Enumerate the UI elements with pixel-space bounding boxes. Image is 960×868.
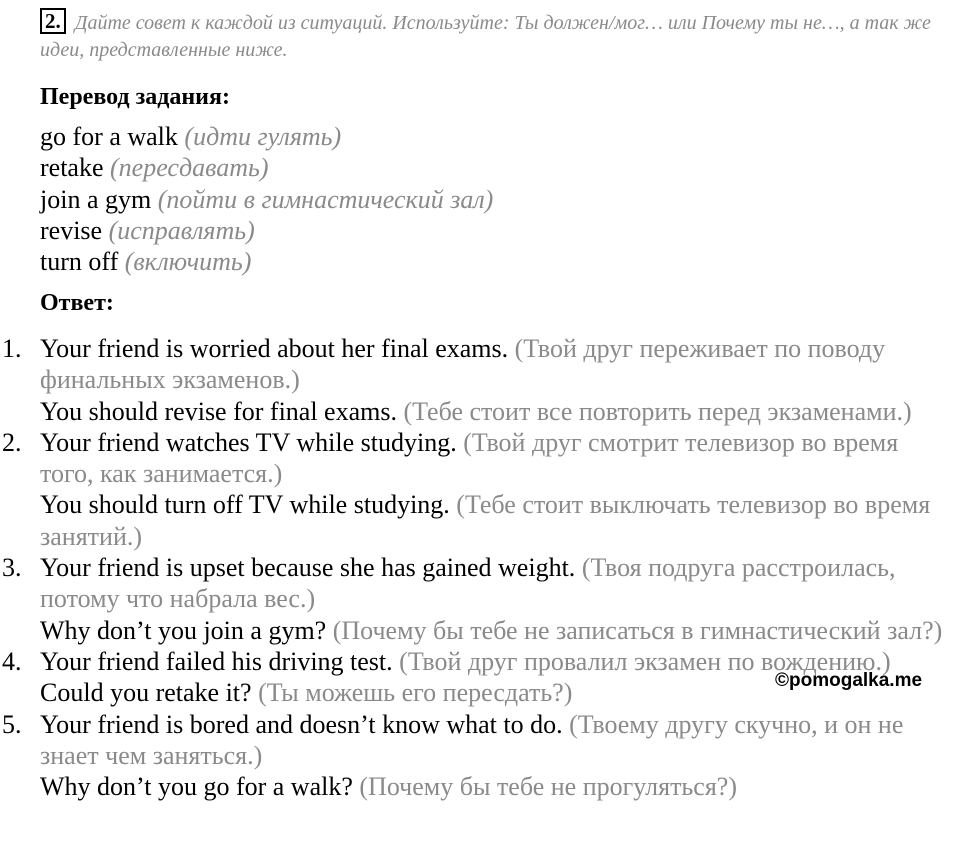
vocab-english: go for a walk [40, 122, 178, 151]
advice-text: Why don’t you go for a walk? [40, 772, 353, 802]
vocab-english: turn off [40, 247, 119, 277]
situation-text: Your friend is worried about her final exams. [40, 334, 509, 363]
advice-translation: (Тебе стоит выключать телевизор во время занятий.) [40, 490, 931, 551]
situation-line [40, 333, 945, 396]
answer-list [2, 333, 945, 802]
advice-translation: (Почему бы тебе не прогуляться?) [359, 772, 737, 802]
advice-line [40, 396, 945, 427]
situation-translation: (Твоя подруга расстроилась, потому что набрала вес.) [40, 553, 896, 614]
translation-heading: Перевод задания: [40, 84, 230, 110]
situation-text: Your friend is bored and doesn’t know what to do. [40, 709, 563, 739]
vocab-translation: (исправлять) [108, 215, 255, 245]
vocabulary-item [40, 184, 920, 215]
situation-translation: (Твоему другу скучно, и он не знает чем заняться.) [40, 709, 904, 770]
advice-translation: (Тебе стоит все повторить перед экзаменами.) [403, 396, 912, 426]
vocabulary-item [40, 246, 920, 277]
answer-number: 2. [2, 427, 22, 457]
vocab-english: revise [40, 215, 103, 245]
task-instruction-text: Дайте совет к каждой из ситуаций. Используйте: Ты должен/мог… или Почему ты не…, а так же идеи, представленные ниже. [40, 12, 931, 61]
advice-text: Why don’t you join a gym? [40, 615, 327, 645]
site-watermark: ©pomogalka.me [775, 670, 923, 691]
answer-item [2, 552, 945, 646]
answer-number: 3. [2, 553, 22, 583]
advice-text: Could you retake it? [40, 678, 252, 708]
vocab-english: retake [40, 153, 104, 183]
advice-translation: (Почему бы тебе не записаться в гимнастический зал?) [332, 615, 943, 645]
vocab-translation: (пойти в гимнастический зал) [157, 184, 494, 214]
advice-text: You should revise for final exams. [40, 396, 397, 426]
vocab-english: join a gym [40, 184, 152, 214]
advice-line [40, 615, 945, 646]
situation-text: Your friend watches TV while studying. [40, 427, 457, 457]
situation-text: Your friend failed his driving test. [40, 646, 393, 676]
advice-line [40, 771, 945, 802]
vocabulary-item [40, 215, 920, 246]
advice-translation: (Ты можешь его пересдать?) [258, 678, 573, 708]
situation-line [40, 427, 945, 490]
vocab-translation: (включить) [124, 247, 252, 277]
situation-text: Your friend is upset because she has gained weight. [40, 553, 576, 583]
vocabulary-list [40, 121, 920, 277]
situation-line [40, 552, 945, 615]
situation-translation: (Твой друг провалил экзамен по вождению.) [399, 646, 891, 676]
task-instruction [40, 8, 945, 64]
vocab-translation: (идти гулять) [184, 122, 342, 151]
task-number: 2. [40, 8, 66, 34]
situation-line [40, 709, 945, 772]
vocabulary-item [40, 121, 920, 152]
answer-item [2, 709, 945, 803]
answer-heading: Ответ: [40, 290, 114, 316]
situation-translation: (Твой друг переживает по поводу финальных экзаменов.) [40, 334, 886, 395]
situation-translation: (Твой друг смотрит телевизор во время того, как занимается.) [40, 427, 899, 489]
answer-number: 1. [2, 334, 22, 363]
vocabulary-item [40, 152, 920, 183]
answer-number: 5. [2, 709, 22, 739]
answer-item [2, 427, 945, 552]
answer-number: 4. [2, 646, 22, 676]
advice-line [40, 489, 945, 552]
vocab-translation: (пересдавать) [110, 153, 269, 183]
advice-text: You should turn off TV while studying. [40, 490, 450, 520]
answer-item [2, 333, 945, 427]
